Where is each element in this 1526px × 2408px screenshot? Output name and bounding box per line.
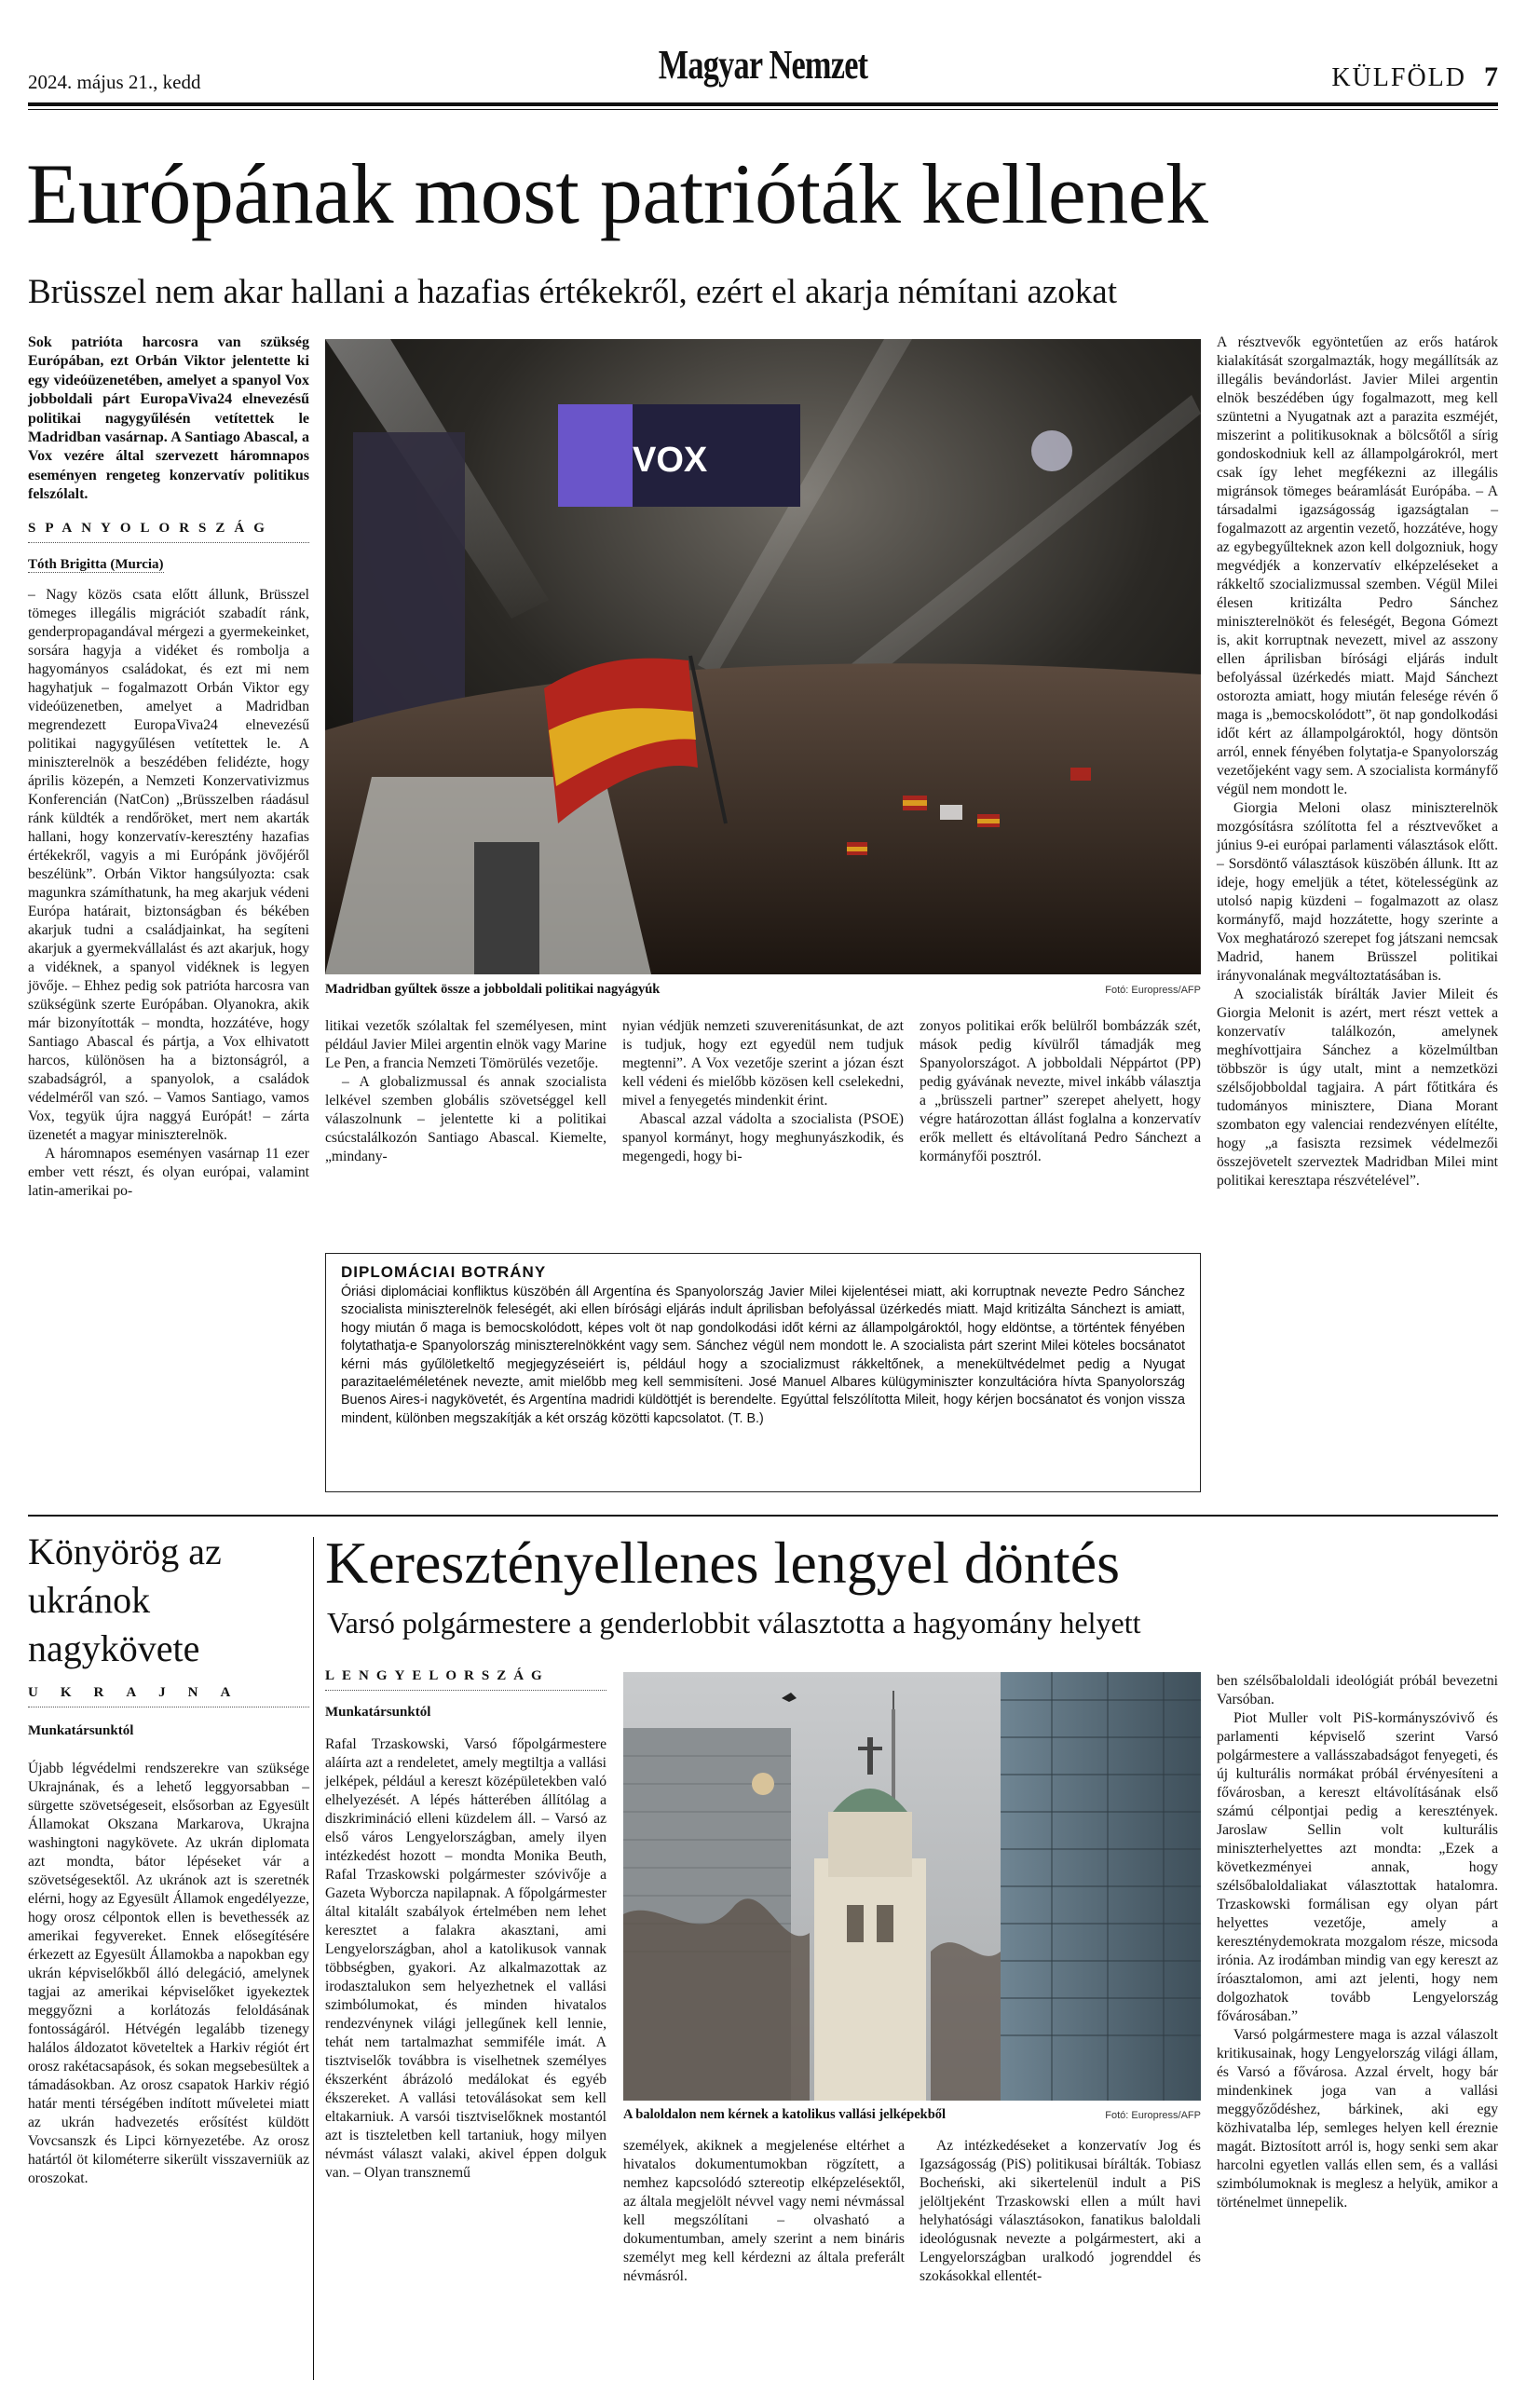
issue-date: 2024. május 21., kedd [28,71,201,93]
box-body: Óriási diplomáciai konfliktus küszöbén áll Argentína és Spanyolország Javier Milei kijelentései miatt, aki korruptnak nevezte Pedro Sánchez szocialista miniszterelnök feleségét, aki ellen bírósági eljárás indult áprilisban befolyással üzérkedés miatt. Majd kritizálta Sánchezt is amiatt, hogy miután ő maga is bemocskolódott, képes volt öt nap gondolkodási időt kérni az állampolgároktól, hogy eldöntse, a történtek fényében folytathatja-e Spanyolország miniszterelnökként vagy sem. Sánchez végül nem mondott le. A szocialista párt szerint Milei köteles bocsánatot kérni más gyűlöletkeltő megjegyzéseiért is, például hogy a szocializmust rákkeltőnek, a menekültvédelmet pedig a Nyugat parazitaeléméletének nevezte, amit mielőbb meg kell semmisíteni. José Manuel Albares külügyminiszter konzultációra hívta Spanyolország Buenos Aires-i nagykövetét, és Argentína madridi küldöttjét is berendelte. Egyúttal felszólította Mileit, hogy kérjen bocsánatot és vonjon vissza mindent, különben megszakítják a két ország közötti kapcsolatot. (T. B.) [341,1285,1185,1426]
masthead-logo: Magyar Nemzet [658,42,868,88]
main-headline: Európának most patrióták kellenek [26,146,1208,241]
paragraph: A résztvevők egyöntetűen az erős határok kialakítását szorgalmazták, hogy megállítsák az illegális bevándorlást. Javier Milei argentin elnök beszédében úgy fogalmazott, meg kell szüntetni a Nyugatnak azt a parazita eszméjét, miszerint a politikusoknak a bölcsőtől a sírig gondoskodniuk kell az állampolgárokról, mert csak így lehet megfékezni az illegális migránsok tömeges beáramlását Európába. – A társadalmi igazságosság igazságtalan – fogalmazott az argentin vezető, hozzátéve, hogy az egybegyűlteknek azon kell dolgozniuk, hogy megvédjék a konzervatív elképzeléseket a rákkeltő szocializmussal szemben. Végül Milei élesen kritizálta Pedro Sánchez miniszterelnököt és feleségét, Begona Gómezt is, akit korruptnak nevezett, mivel az asszony ellen áprilisban bírósági eljárás indult befolyással üzérkedés miatt. Majd Sánchezt ostorozta amiatt, hogy miután felesége révén ő maga is „bemocskolódott”, öt nap gondolkodási időt kért az állampolgároktól, hogy döntsön arról, ennek fényében folytatja-e Spanyolország vezetőjeként vagy sem. A szocialista kormányfő végül nem mondott le. [1217,334,1498,797]
header-rule [28,102,1498,106]
rally-photo [325,339,1201,974]
column-divider [313,1537,314,2380]
paragraph: Újabb légvédelmi rendszerekre van szüksége Ukrajnának, és a lehető leggyorsabban – sürgette szövetségeseit, elsősorban az Egyesült Államokat Okszana Markarova, Ukrajna washingtoni nagykövete. Az ukrán diplomata azt mondta, bátor lépéseket vár a szövetségesektől. Az ukránok azt is szeretnék elérni, hogy az Egyesült Államok engedélyezze, hogy orosz célpontok ellen is bevethessék az amerikai fegyvereket. Ennek elősegítésére érkezett az Egyesült Államokba a napokban egy ukrán képviselőkből álló delegáció, amelynek tagjai az amerikai képviselőket igyekeztek meggyőzni a korlátozás feloldásának fontosságáról. Hétvégén legalább tizenegy halálos áldozatot követeltek a Harkiv régiót ért orosz rakétacsapások, és sokan megsebesültek a támadásokban. Az orosz csapatok Harkiv régió határ menti térségében indított műveletei miatt az ukrán hadvezetés erősítést küldött Vovcsanszk és Lipci környezetébe. Az orosz határtól öt kilométerre sikerült visszaverniük az oroszokat. [28,1761,309,2186]
author-byline: Munkatársunktól [325,1705,431,1720]
article1-col2 [325,1017,606,1166]
paragraph: A háromnapos eseményen vasárnap 11 ezer ember vett részt, és olyan európai, valamint latin-amerikai po- [28,1145,309,1199]
warsaw-photo-illustration [623,1672,1201,2101]
header-rule-thin [28,109,1498,110]
paragraph: Piot Muller volt PiS-kormányszóvivő és parlamenti képviselő szerint Varsó polgármestere a vallásszabadságot fenyegeti, és új kulturális normákat próbál érvényesíteni a fővárosban, a kereszt eltávolításának első számú célpontjai pedig a keresztények. Jaroslaw Sellin volt kulturális miniszterhelyettes azt mondta: „Ezek a következményei annak, hogy szélsőbaloldaliakat választottak hatalomra. Trzaskowski formálisan egy olyan párt helyettes vezetője, amely a kereszténydemokrata mozgalom része, micsoda irónia. Az irodámban mindig van egy kereszt az íróasztalomon, ami azt jelenti, hogy nem dolgozhatok tovább Lengyelország fővárosában.” [1217,1710,1498,2024]
paragraph: zonyos politikai erők belülről bombázzák szét, mások pedig kívülről támadják meg Spanyolországot. A jobboldali Néppártot (PP) pedig gyávának nevezte, mivel inkább választja a „brüsszeli partner” szerepet ahelyett, hogy végre határozottan állást foglalna a konzervatív erők mellett és eltávolítaná Pedro Sánchezt a kormányfői posztról. [920,1018,1201,1164]
photo1-caption-row [325,982,1201,998]
country-tag-row [325,1667,606,1691]
country-tag: SPANYOLORSZÁG [28,520,274,536]
country-tag-row [28,520,309,543]
article-body [325,1735,606,2183]
article1-col5 [1217,333,1498,1190]
section-name: KÜLFÖLD [1331,63,1466,92]
page-number: 7 [1484,61,1498,92]
paragraph: Abascal azzal vádolta a szocialista (PSOE) spanyol kormányt, hogy meghunyászkodik, és megengedi, hogy bi- [622,1111,904,1164]
author-byline: Munkatársunktól [28,1723,134,1738]
poland-subhead: Varsó polgármestere a genderlobbit választotta a hagyomány helyett [327,1606,1141,1639]
article1-col1 [28,333,309,1201]
main-subhead: Brüsszel nem akar hallani a hazafias értékekről, ezért el akarja némítani azokat [28,273,1118,311]
article1-col4 [920,1017,1201,1166]
paragraph: személyek, akiknek a megjelenése eltérhet a hivatalos dokumentumokban rögzített, a nemhez kapcsolódó sztereotip elképzelésektől, az általa megjelölt névvel vagy nemi névmással kell megszólítani – olvasható a dokumentumban, amely szerint a nem bináris személyt meg kell kérdezni az általa preferált névmásról. [623,2138,905,2284]
poland-col4 [1217,1672,1498,2212]
paragraph: A szocialisták bírálták Javier Mileit és Giorgia Melonit is azért, mert részt vettek a konzervatív találkozón, amelynek meghívottjaira Sánchez a közelmúltban többször is úgy utalt, mint a nemzetközi szélsőjobboldal tagjaira. A párt főtitkára és tudományos minisztere, Diana Morant szombaton egy valenciai rendezvényen elítélte, hogy „a fasiszta rezsimek védelmezői összejövetelt szerveztek Madridban Milei mint politikai keresztapa részvételével”. [1217,986,1498,1189]
poland-col2 [623,2137,905,2286]
article-body [28,1760,309,2188]
vox-sign-text: VOX [633,441,708,480]
paragraph: Rafal Trzaskowski, Varsó főpolgármestere aláírta azt a rendeletet, amely megtiltja a vallási jelképek, például a kereszt középületekben való elhelyezését. A lépés hátterében állítólag a diszkrimináció elleni küzdelem áll. – Varsó az első város Lengyelországban, amely ilyen intézkedést hozott – mondta Monika Beuth, Rafal Trzaskowski polgármester szóvivője a Gazeta Wyborcza napilapnak. A főpolgármester által kitalált szabályok értelmében nem lehet keresztet a falakra akasztani, ami Lengyelországban, ahol a katolikusok vannak többségben, gyakori. Az alkalmazottak az irodasztalukon sem helyezhetnek el vallási szimbólumokat, és minden hivatalos rendezvénynek világi jellegűnek kell lennie, tehát nem tartalmazhat semmiféle imát. A tisztviselők továbbra is viselhetnek személyes ékszerként ábrázoló medálokat és egyéb ékszereket. A vallási tetoválásokat sem kell eltakarniuk. A varsói tisztviselőknek mostantól azt is tiszteletben kell tartaniuk, hogy milyen névmást választ valaki, akivel éppen dolguk van. – Olyan transznemű [325,1736,606,2181]
ukraine-article [28,1684,309,2188]
diplomatic-box [325,1253,1201,1492]
paragraph: ben szélsőbaloldali ideológiát próbál bevezetni Varsóban. [1217,1673,1498,1707]
paragraph: – Nagy közös csata előtt állunk, Brüsszel tömeges illegális migrációt szabadít ránk, genderpropagandával mérgezi a gyermekeinket, sorsára hagyja a vidéket és rombolja a hagyományos családokat, és ezt mi nem hagyhatjuk – fogalmazott Orbán Viktor egy videóüzenetben, amelyet a Madridban megrendezett EuropaViva24 elnevezésű politikai nagygyűlésen vetítettek le. A miniszterelnök a beszédében felidézte, hogy április közepén, a Nemzeti Konzervativizmus Konferencián (NatCon) „Brüsszelben ráadásul ránk küldték a rendőröket, mert nem akarták hallani, hogy konzervatív-keresztény hazafias értékekről, vagyis a mi Európánk jövőjéről beszélünk”. Orbán Viktor hangsúlyozta: csak magunkra számíthatunk, ha meg akarjuk védeni Európa határait, biztonságban és békében akarjuk tudni a családjainkat, ha segíteni akarjuk a gyermekvállalást és azt akarjuk, hogy a vidéknek, a spanyol vidéknek is legyen jövője. – Ehhez pedig sok patrióta harcosra van szükségünk szerte Európában. Olyanokra, akik már bizonyították – mondta, hozzátéve, hogy Santiago Abascal és pártja, a Vox elhivatott harcos, különösen ha a biztonságról, a szabadságról, a spanyolok, a családok védelméről van szó. – Vamos Santiago, vamos Vox, tegyük újra naggyá Európát! – zárta üzenetét a magyar miniszterelnök. [28,586,309,1143]
photo-caption: Madridban gyűltek össze a jobboldali politikai nagyágyúk [325,982,661,997]
paragraph: Giorgia Meloni olasz miniszterelnök mozgósításra szólította fel a résztvevőket a június 9-ei európai parlamenti választások előtt. – Sorsdöntő választások küszöbén állunk. Itt az ideje, hogy emeljük a tétet, kötelességünk az utolsó napig küzdeni – fogalmazott az olasz kormányfő, majd hozzátette, hogy szerinte a Vox meghatározó szerepet fog játszani nemcsak Madrid, hanem Brüsszel politikai irányvonalának megváltoztatásában is. [1217,800,1498,984]
photo2-caption-row [623,2107,1201,2123]
article-lead: Sok patrióta harcosra van szükség Európában, ezt Orbán Viktor jelentette ki egy videóüzenetében, amelyet a spanyol Vox jobboldali párt EuropaViva24 elnevezésű politikai nagygyűlésén vetítettek le Madridban vasárnap. A Santiago Abascal, a Vox vezére által szervezett háromnapos eseményen rengeteg konzervatív politikus felszólalt. [28,334,309,503]
section-header [1331,61,1498,93]
article-body [28,586,309,1201]
author-byline: Tóth Brigitta (Murcia) [28,556,164,572]
box-title: DIPLOMÁCIAI BOTRÁNY [341,1263,547,1281]
poland-col1 [325,1667,606,2183]
poland-headline: Keresztényellenes lengyel döntés [325,1530,1120,1596]
paragraph: Az intézkedéseket a konzervatív Jog és Igazságosság (PiS) politikusai bírálták. Tobiasz Bocheński, aki sikertelenül indult a PiS jelöltjeként Trzaskowski ellen a múlt havi helyhatósági választásokon, fanatikus baloldali ideológusnak nevezte a polgármestert, aki a Lengyelországban uralkodó jogrenddel és szokásokkal ellentét- [920,2138,1201,2284]
ukraine-headline: Könyörög az ukránok nagykövete [28,1531,222,1669]
paragraph: litikai vezetők szólaltak fel személyesen, mint például Javier Milei argentin elnök vagy Marine Le Pen, a francia Nemzeti Tömörülés vezetője. [325,1018,606,1071]
rally-photo-illustration [325,339,1201,974]
photo-credit: Fotó: Europress/AFP [1105,2110,1201,2121]
warsaw-photo [623,1672,1201,2101]
country-tag-row [28,1684,309,1707]
paragraph: Varsó polgármestere maga is azzal válaszolt kritikusainak, hogy Lengyelország világi állam, és Varsó a fővárosa. Azzal érvelt, hogy bár mindenkinek joga van a vallási meggyőződéshez, bárkinek, aki egy közhivatalba lép, semleges helyen kell éreznie magát. Biztosított arról is, hogy senki sem akar harcolni egyetlen vallás ellen sem, és a vallási szimbólumoknak is meglesz a helyük, amikor a történelmet ünnepelik. [1217,2027,1498,2211]
photo-caption: A baloldalon nem kérnek a katolikus vallási jelképekből [623,2107,947,2122]
author-row [28,1722,309,1739]
author-row [325,1704,606,1721]
article1-col3 [622,1017,904,1166]
country-tag: UKRAJNA [28,1685,253,1700]
paragraph: – A globalizmussal és annak szocialista lelkével szemben globális szövetséggel kell válaszolnunk – jelentette ki a politikai csúcstalálkozón Santiago Abascal. Kiemelte, „mindany- [325,1074,606,1164]
author-row [28,556,309,573]
paragraph: nyian védjük nemzeti szuverenitásunkat, de azt is tudjuk, hogy ezt egyedül nem tudjuk megtenni”. A Vox vezetője szerint a józan észt kell védeni és mielőbb közösen kell cselekedni, mivel a fenyegetés mindenkit érint. [622,1018,904,1109]
poland-col3 [920,2137,1201,2286]
photo-credit: Fotó: Europress/AFP [1105,985,1201,996]
country-tag: LENGYELORSZÁG [325,1668,550,1683]
section-divider [28,1515,1498,1517]
